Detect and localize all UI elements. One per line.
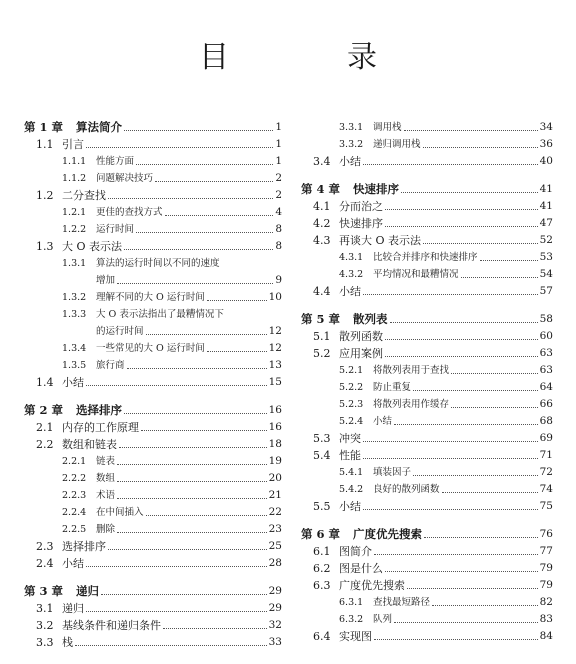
toc-entry-number: 1.2.1	[62, 207, 87, 218]
toc-entry-page: 82	[539, 596, 553, 608]
leader-dots	[363, 458, 538, 459]
toc-entry-page: 23	[268, 523, 282, 535]
toc-entry-page: 29	[268, 585, 282, 597]
toc-entry-section	[301, 215, 553, 232]
toc-entry-title: 快速排序	[339, 217, 383, 230]
toc-entry-section	[301, 628, 553, 645]
toc-entry-title: 广度优先搜索	[353, 527, 422, 541]
toc-entry-page: 71	[539, 449, 553, 461]
toc-entry-number: 5.2.4	[339, 416, 364, 427]
leader-dots	[165, 215, 274, 216]
toc-entry-sub	[301, 266, 553, 283]
toc-entry-page: 18	[268, 438, 282, 450]
toc-entry-sub	[301, 594, 553, 611]
leader-dots	[390, 322, 538, 323]
toc-entry-number: 1.4	[36, 376, 54, 389]
toc-entry-page: 25	[268, 540, 282, 552]
toc-entry-title: 填装因子	[373, 467, 412, 478]
toc-entry-section	[301, 577, 553, 594]
toc-entry-page: 1	[275, 155, 282, 167]
toc-entry-chapter	[301, 181, 553, 198]
toc-entry-page: 76	[539, 528, 553, 540]
leader-dots	[423, 147, 538, 148]
leader-dots	[385, 226, 538, 227]
leader-dots	[163, 628, 267, 629]
leader-dots	[117, 481, 267, 482]
leader-dots	[136, 164, 273, 165]
toc-entry-sub	[24, 453, 282, 470]
toc-entry-number: 2.2.5	[62, 524, 87, 535]
leader-dots	[119, 447, 267, 448]
toc-entry-title: 递归调用栈	[373, 139, 421, 150]
toc-entry-title: 一些常见的大 O 运行时间	[96, 343, 205, 354]
toc-entry-page: 74	[539, 483, 553, 495]
toc-entry-title: 小结	[62, 557, 84, 570]
toc-entry-title: 大 O 表示法指出了最糟情况下	[96, 309, 224, 320]
leader-dots	[401, 192, 538, 193]
toc-entry-page: 41	[539, 200, 553, 212]
toc-entry-title: 链表	[96, 456, 116, 467]
leader-dots	[385, 356, 538, 357]
toc-entry-page: 79	[539, 562, 553, 574]
toc-entry-number: 5.2.3	[339, 399, 364, 410]
toc-entry-title: 小结	[339, 500, 361, 513]
toc-entry-chapter	[24, 583, 282, 600]
leader-dots	[451, 373, 538, 374]
toc-entry-page: 2	[275, 172, 282, 184]
toc-entry-page: 2	[275, 189, 282, 201]
leader-dots	[124, 413, 267, 414]
toc-entry-section	[24, 555, 282, 572]
toc-entry-section	[24, 419, 282, 436]
toc-entry-page: 19	[268, 455, 282, 467]
toc-entry-page: 12	[268, 342, 282, 354]
toc-entry-number: 2.4	[36, 557, 54, 570]
toc-entry-number: 5.4.1	[339, 467, 364, 478]
leader-dots	[86, 147, 273, 148]
toc-entry-number: 1.3.3	[62, 309, 87, 320]
toc-entry-sub	[24, 521, 282, 538]
toc-entry-section	[301, 560, 553, 577]
toc-entry-title: 冲突	[339, 432, 361, 445]
toc-entry-title: 引言	[62, 138, 84, 151]
toc-entry-title: 将散列表用于查找	[373, 365, 450, 376]
toc-entry-section	[301, 153, 553, 170]
toc-entry-title: 算法的运行时间以不同的速度	[96, 258, 220, 269]
leader-dots	[207, 351, 267, 352]
leader-dots	[451, 407, 538, 408]
toc-entry-sub	[301, 249, 553, 266]
toc-entry-number: 第 3 章	[24, 584, 64, 598]
leader-dots	[385, 339, 538, 340]
leader-dots	[404, 130, 538, 131]
toc-entry-title: 调用栈	[373, 122, 402, 133]
toc-entry-section	[301, 328, 553, 345]
toc-entry-title: 应用案例	[339, 347, 383, 360]
toc-entry-title: 性能	[339, 449, 361, 462]
toc-entry-title: 广度优先搜索	[339, 579, 405, 592]
toc-entry-number: 第 5 章	[301, 312, 341, 326]
toc-entry-title: 旅行商	[96, 360, 125, 371]
toc-entry-title: 小结	[339, 155, 361, 168]
toc-entry-page: 47	[539, 217, 553, 229]
toc-entry-page: 1	[275, 138, 282, 150]
toc-entry-page: 52	[539, 234, 553, 246]
toc-entry-page: 41	[539, 183, 553, 195]
toc-entry-cont	[24, 323, 282, 340]
toc-entry-title: 性能方面	[96, 156, 135, 167]
toc-entry-sub	[301, 396, 553, 413]
toc-entry-page: 68	[539, 415, 553, 427]
toc-entry-title: 在中间插入	[96, 507, 144, 518]
leader-dots	[413, 475, 538, 476]
toc-entry-sub	[301, 413, 553, 430]
toc-entry-number: 3.3	[36, 636, 54, 649]
toc-entry-page: 64	[539, 381, 553, 393]
toc-entry-number: 4.3	[313, 234, 331, 247]
toc-entry-section	[301, 447, 553, 464]
toc-entry-chapter	[24, 119, 282, 136]
toc-entry-title: 防止重复	[373, 382, 412, 393]
toc-entry-title: 图简介	[339, 545, 372, 558]
toc-entry-section	[24, 617, 282, 634]
toc-entry-number: 6.2	[313, 562, 331, 575]
toc-entry-number: 3.2	[36, 619, 54, 632]
toc-entry-title: 运行时间	[96, 224, 135, 235]
toc-entry-number: 5.4	[313, 449, 331, 462]
toc-left-column	[24, 119, 282, 651]
toc-entry-number: 2.1	[36, 421, 54, 434]
toc-entry-title: 栈	[62, 636, 73, 649]
toc-entry-page: 63	[539, 364, 553, 376]
toc-entry-section	[24, 436, 282, 453]
toc-entry-chapter	[24, 402, 282, 419]
toc-entry-sub	[24, 204, 282, 221]
toc-entry-sub	[301, 362, 553, 379]
toc-entry-number: 2.2.4	[62, 507, 87, 518]
toc-entry-page: 13	[268, 359, 282, 371]
toc-entry-number: 6.3.2	[339, 614, 364, 625]
toc-entry-title: 内存的工作原理	[62, 421, 139, 434]
toc-entry-page: 57	[539, 285, 553, 297]
toc-entry-title: 将散列表用作缓存	[373, 399, 450, 410]
toc-entry-chapter	[301, 311, 553, 328]
toc-entry-title: 的运行时间	[96, 326, 144, 337]
leader-dots	[124, 249, 273, 250]
toc-entry-title: 问题解决技巧	[96, 173, 154, 184]
toc-entry-title: 小结	[62, 376, 84, 389]
toc-entry-title: 分而治之	[339, 200, 383, 213]
toc-entry-section	[24, 634, 282, 651]
leader-dots	[207, 300, 267, 301]
toc-entry-title: 选择排序	[62, 540, 106, 553]
leader-dots	[108, 198, 273, 199]
toc-entry-title: 再谈大 O 表示法	[339, 234, 422, 247]
toc-entry-page: 40	[539, 155, 553, 167]
toc-entry-title: 平均情况和最糟情况	[373, 269, 459, 280]
leader-dots	[136, 232, 273, 233]
leader-dots	[117, 283, 273, 284]
toc-entry-sub	[24, 153, 282, 170]
toc-entry-number: 4.4	[313, 285, 331, 298]
toc-entry-section	[24, 538, 282, 555]
toc-entry-section	[24, 136, 282, 153]
toc-entry-section	[24, 187, 282, 204]
toc-entry-page: 8	[275, 223, 282, 235]
toc-entry-number: 2.2	[36, 438, 54, 451]
toc-entry-section	[301, 232, 553, 249]
toc-entry-page: 75	[539, 500, 553, 512]
leader-dots	[407, 588, 538, 589]
toc-entry-page: 9	[275, 274, 282, 286]
toc-entry-page: 10	[268, 291, 282, 303]
leader-dots	[363, 509, 538, 510]
leader-dots	[432, 605, 538, 606]
toc-entry-title: 队列	[373, 614, 393, 625]
toc-entry-page: 22	[268, 506, 282, 518]
toc-entry-number: 1.1	[36, 138, 54, 151]
toc-entry-title: 数组和链表	[62, 438, 117, 451]
toc-entry-section	[301, 345, 553, 362]
toc-entry-sub	[24, 357, 282, 374]
toc-entry-sub	[301, 464, 553, 481]
toc-entry-number: 6.3	[313, 579, 331, 592]
page-title: 目 录	[199, 40, 421, 75]
toc-entry-title: 散列表	[353, 312, 388, 326]
toc-entry-number: 6.1	[313, 545, 331, 558]
leader-dots	[124, 130, 273, 131]
toc-entry-title: 基线条件和递归条件	[62, 619, 161, 632]
toc-entry-title: 良好的散列函数	[373, 484, 440, 495]
toc-entry-sub	[301, 136, 553, 153]
toc-entry-number: 1.2.2	[62, 224, 87, 235]
toc-entry-cont	[24, 272, 282, 289]
toc-entry-page: 69	[539, 432, 553, 444]
leader-dots	[155, 181, 273, 182]
toc-entry-page: 29	[268, 602, 282, 614]
toc-entry-page: 1	[275, 121, 282, 133]
toc-entry-page: 63	[539, 347, 553, 359]
toc-entry-page: 84	[539, 630, 553, 642]
leader-dots	[423, 243, 538, 244]
toc-entry-number: 5.4.2	[339, 484, 364, 495]
toc-entry-page: 12	[268, 325, 282, 337]
toc-entry-sub	[24, 221, 282, 238]
toc-entry-page: 36	[539, 138, 553, 150]
leader-dots	[363, 294, 538, 295]
leader-dots	[385, 209, 538, 210]
toc-entry-section	[24, 238, 282, 255]
leader-dots	[75, 645, 267, 646]
leader-dots	[117, 498, 267, 499]
leader-dots	[394, 424, 538, 425]
toc-entry-number: 1.3	[36, 240, 54, 253]
leader-dots	[86, 566, 267, 567]
toc-entry-title: 术语	[96, 490, 116, 501]
toc-entry-page: 8	[275, 240, 282, 252]
toc-entry-page: 16	[268, 421, 282, 433]
toc-entry-title: 图是什么	[339, 562, 383, 575]
toc-entry-number: 6.4	[313, 630, 331, 643]
toc-entry-title: 算法简介	[76, 120, 122, 134]
leader-dots	[363, 441, 538, 442]
toc-entry-title: 散列函数	[339, 330, 383, 343]
toc-entry-sub	[301, 119, 553, 136]
toc-entry-number: 3.3.2	[339, 139, 364, 150]
toc-entry-section	[301, 283, 553, 300]
leader-dots	[86, 385, 267, 386]
toc-entry-section	[301, 430, 553, 447]
toc-entry-number: 1.1.2	[62, 173, 87, 184]
toc-entry-page: 15	[268, 376, 282, 388]
leader-dots	[101, 594, 267, 595]
toc-entry-page: 60	[539, 330, 553, 342]
toc-entry-page: 16	[268, 404, 282, 416]
toc-entry-title: 比较合并排序和快速排序	[373, 252, 478, 263]
toc-entry-title: 大 O 表示法	[62, 240, 123, 253]
toc-entry-section	[24, 374, 282, 391]
toc-entry-sub	[24, 170, 282, 187]
toc-entry-number: 2.3	[36, 540, 54, 553]
toc-entry-section	[301, 543, 553, 560]
toc-entry-number: 1.3.1	[62, 258, 87, 269]
toc-entry-number: 第 2 章	[24, 403, 64, 417]
toc-entry-title: 小结	[339, 285, 361, 298]
leader-dots	[117, 464, 267, 465]
toc-entry-page: 34	[539, 121, 553, 133]
toc-entry-page: 20	[268, 472, 282, 484]
leader-dots	[413, 390, 538, 391]
toc-entry-page: 4	[275, 206, 282, 218]
toc-entry-sub	[24, 470, 282, 487]
toc-entry-number: 第 4 章	[301, 182, 341, 196]
toc-entry-page: 77	[539, 545, 553, 557]
toc-entry-page: 54	[539, 268, 553, 280]
toc-entry-title: 增加	[96, 275, 116, 286]
toc-entry-title: 更佳的查找方式	[96, 207, 163, 218]
toc-entry-page: 66	[539, 398, 553, 410]
toc-entry-page: 53	[539, 251, 553, 263]
toc-entry-number: 4.3.1	[339, 252, 364, 263]
toc-entry-title: 递归	[76, 584, 99, 598]
toc-entry-number: 5.5	[313, 500, 331, 513]
toc-entry-title: 快速排序	[353, 182, 399, 196]
toc-entry-number: 2.2.1	[62, 456, 87, 467]
leader-dots	[146, 515, 267, 516]
toc-entry-title: 查找最短路径	[373, 597, 431, 608]
leader-dots	[117, 532, 267, 533]
toc-entry-title: 实现图	[339, 630, 372, 643]
toc-entry-title: 删除	[96, 524, 116, 535]
toc-entry-page: 33	[268, 636, 282, 648]
leader-dots	[424, 537, 538, 538]
leader-dots	[461, 277, 538, 278]
toc-entry-title: 小结	[373, 416, 393, 427]
leader-dots	[146, 334, 267, 335]
leader-dots	[442, 492, 538, 493]
leader-dots	[108, 549, 267, 550]
leader-dots	[363, 164, 538, 165]
toc-entry-number: 5.3	[313, 432, 331, 445]
toc-entry-number: 2.2.2	[62, 473, 87, 484]
toc-entry-number: 1.2	[36, 189, 54, 202]
toc-entry-section	[24, 600, 282, 617]
toc-entry-number: 5.1	[313, 330, 331, 343]
toc-entry-title: 理解不同的大 O 运行时间	[96, 292, 205, 303]
toc-entry-number: 第 6 章	[301, 527, 341, 541]
toc-entry-number: 3.4	[313, 155, 331, 168]
toc-entry-page: 58	[539, 313, 553, 325]
toc-entry-page: 83	[539, 613, 553, 625]
leader-dots	[374, 554, 538, 555]
toc-right-column	[301, 119, 553, 645]
toc-entry-sub	[24, 289, 282, 306]
toc-entry-number: 1.3.2	[62, 292, 87, 303]
toc-entry-sub	[301, 379, 553, 396]
toc-entry-page: 79	[539, 579, 553, 591]
toc-entry-title: 递归	[62, 602, 84, 615]
toc-entry-number: 5.2.1	[339, 365, 364, 376]
toc-entry-page: 32	[268, 619, 282, 631]
toc-entry-section	[301, 498, 553, 515]
toc-entry-number: 5.2	[313, 347, 331, 360]
toc-entry-number: 6.3.1	[339, 597, 364, 608]
toc-entry-page: 72	[539, 466, 553, 478]
toc-entry-sub	[301, 611, 553, 628]
toc-entry-title: 二分查找	[62, 189, 106, 202]
toc-entry-number: 3.1	[36, 602, 54, 615]
toc-entry-number: 5.2.2	[339, 382, 364, 393]
toc-entry-number: 1.3.5	[62, 360, 87, 371]
toc-entry-sub	[301, 481, 553, 498]
toc-entry-sub	[24, 306, 282, 323]
leader-dots	[374, 639, 538, 640]
toc-entry-sub	[24, 504, 282, 521]
leader-dots	[86, 611, 267, 612]
leader-dots	[480, 260, 538, 261]
leader-dots	[394, 622, 538, 623]
toc-entry-number: 第 1 章	[24, 120, 64, 134]
leader-dots	[127, 368, 267, 369]
toc-entry-chapter	[301, 526, 553, 543]
toc-entry-sub	[24, 487, 282, 504]
toc-entry-number: 1.3.4	[62, 343, 87, 354]
leader-dots	[385, 571, 538, 572]
toc-entry-number: 4.3.2	[339, 269, 364, 280]
toc-entry-page: 21	[268, 489, 282, 501]
toc-entry-title: 选择排序	[76, 403, 122, 417]
toc-entry-number: 3.3.1	[339, 122, 364, 133]
toc-entry-sub	[24, 340, 282, 357]
toc-entry-number: 2.2.3	[62, 490, 87, 501]
toc-entry-page: 28	[268, 557, 282, 569]
toc-entry-number: 4.1	[313, 200, 331, 213]
toc-entry-title: 数组	[96, 473, 116, 484]
leader-dots	[141, 430, 267, 431]
toc-entry-number: 4.2	[313, 217, 331, 230]
toc-entry-section	[301, 198, 553, 215]
toc-entry-sub	[24, 255, 282, 272]
toc-entry-number: 1.1.1	[62, 156, 87, 167]
